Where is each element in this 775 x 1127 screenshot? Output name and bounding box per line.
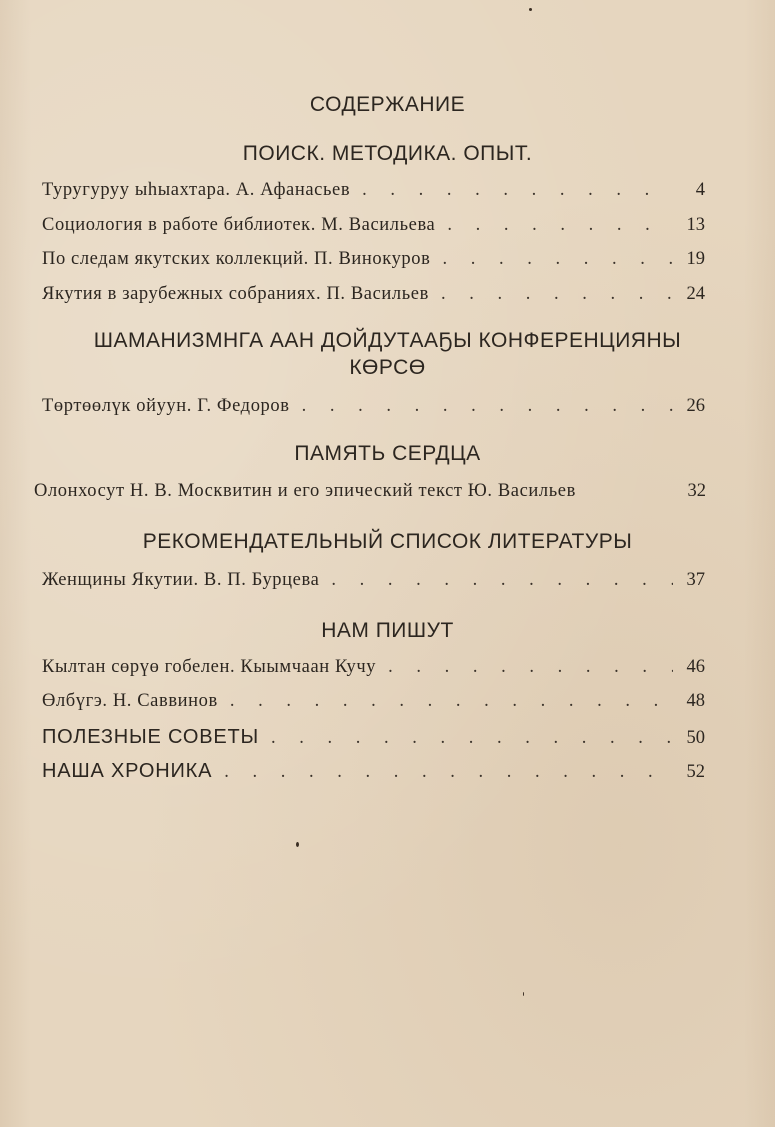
toc-entry[interactable]: [42, 692, 705, 711]
toc-entry[interactable]: [42, 571, 705, 590]
toc-entry-title: НАША ХРОНИКА: [42, 760, 213, 782]
toc-entry[interactable]: [34, 482, 706, 501]
dot-leader: [441, 285, 673, 304]
toc-entry-title: Төртөөлүк ойуун. Г. Федоров: [42, 396, 290, 416]
dot-leader: [224, 763, 672, 782]
toc-entry-page: 46: [686, 657, 705, 677]
page-title: СОДЕРЖАНИЕ: [309, 93, 466, 116]
toc-entry-title: Социология в работе библиотек. М. Васильева: [42, 215, 436, 235]
toc-entry-page: 4: [695, 180, 705, 200]
dot-leader: [362, 181, 673, 200]
toc-entry-page: 19: [686, 249, 705, 269]
toc-entry-title: Өлбүгэ. Н. Саввинов: [42, 691, 218, 711]
section-heading-search-method: ПОИСК. МЕТОДИКА. ОПЫТ.: [242, 142, 533, 165]
toc-entry-title: По следам якутских коллекций. П. Винокуров: [42, 249, 431, 269]
dot-leader: [302, 397, 673, 416]
toc-entry-page: 26: [686, 396, 705, 416]
dot-leader: [447, 216, 672, 235]
toc-entry[interactable]: [42, 397, 705, 416]
toc-entry-page: 24: [686, 284, 705, 304]
toc-entry-page: 48: [686, 691, 705, 711]
toc-entry[interactable]: [42, 727, 705, 748]
toc-entry[interactable]: [42, 250, 705, 269]
toc-entry-title: Олонхосут Н. В. Москвитин и его эпический текст Ю. Васильев: [34, 481, 576, 501]
section-heading-recommended-literature: РЕКОМЕНДАТЕЛЬНЫЙ СПИСОК ЛИТЕРАТУРЫ: [142, 530, 633, 553]
dot-leader: [442, 250, 672, 269]
toc-entry[interactable]: [42, 658, 705, 677]
section-heading-letters: НАМ ПИШУТ: [321, 619, 454, 642]
toc-entry[interactable]: [42, 216, 705, 235]
paper-speck: [523, 992, 524, 996]
paper-speck: [529, 8, 532, 11]
toc-entry-title: Якутия в зарубежных собраниях. П. Васильев: [42, 284, 429, 304]
toc-entry-page: 32: [687, 481, 706, 501]
toc-entry-title: Туругуруу ыhыахтара. А. Афанасьев: [42, 180, 351, 200]
toc-entry-title: Женщины Якутии. В. П. Бурцева: [42, 570, 320, 590]
toc-entry[interactable]: [42, 181, 705, 200]
paper-speck: [296, 842, 299, 847]
section-heading-shamanism-line2: КӨРСӨ: [349, 356, 426, 379]
toc-entry-title: Кылтан сөрүө гобелен. Кыымчаан Кучу: [42, 657, 377, 677]
toc-entry-page: 37: [686, 570, 705, 590]
toc-entry[interactable]: [42, 285, 705, 304]
dot-leader: [271, 729, 672, 748]
toc-entry-title: ПОЛЕЗНЫЕ СОВЕТЫ: [42, 726, 260, 748]
dot-leader: [331, 571, 672, 590]
toc-entry[interactable]: [42, 761, 705, 782]
section-heading-shamanism-line1: ШАМАНИЗМНГА ААН ДОЙДУТААҔЫ КОНФЕРЕНЦИЯНЫ: [93, 329, 682, 352]
toc-entry-page: 52: [686, 762, 705, 782]
dot-leader: [230, 692, 673, 711]
toc-entry-page: 13: [686, 215, 705, 235]
section-heading-memory-of-heart: ПАМЯТЬ СЕРДЦА: [294, 442, 481, 465]
dot-leader: [388, 658, 672, 677]
toc-entry-page: 50: [686, 728, 705, 748]
